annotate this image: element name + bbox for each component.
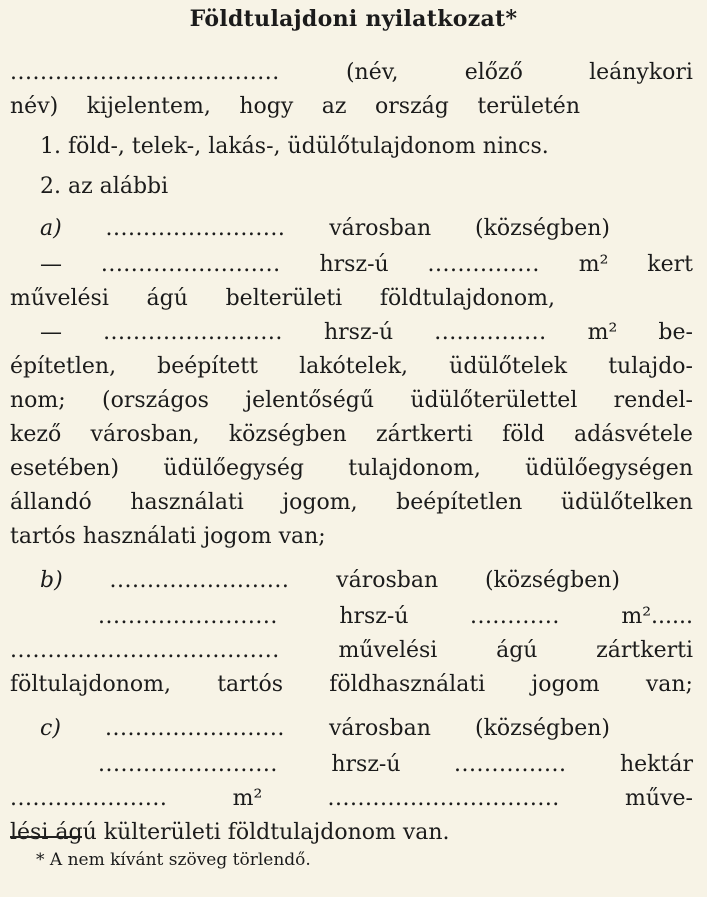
- section-a-line-9: [10, 486, 693, 520]
- word: (községben): [475, 216, 610, 241]
- section-b-line-3: [10, 634, 693, 668]
- word: építetlen,: [10, 354, 117, 379]
- word: városban,: [90, 422, 200, 447]
- word: ágú: [496, 638, 538, 663]
- word: adásvétele: [573, 422, 693, 447]
- word: rendel-: [613, 388, 693, 413]
- hectare-blank: ...............: [454, 752, 567, 777]
- word: művelési: [10, 286, 109, 311]
- section-a-line-7: [10, 418, 693, 452]
- word: községben: [228, 422, 347, 447]
- word: föltulajdonom,: [10, 672, 172, 697]
- section-a-line-8: [10, 452, 693, 486]
- section-b-line-2: [98, 600, 693, 634]
- word: nom;: [10, 388, 66, 413]
- word: előző: [464, 60, 523, 85]
- section-a-line-5: [10, 350, 693, 384]
- section-a-line-2: [40, 248, 693, 282]
- word: üdülőegység: [163, 456, 304, 481]
- word: üdülőtelken: [560, 490, 693, 515]
- lot-number-blank: ........................: [98, 604, 278, 629]
- unit: m²: [578, 252, 609, 277]
- word: név): [10, 94, 59, 119]
- word: városban: [328, 716, 431, 741]
- word: hrsz-ú: [319, 252, 389, 277]
- word: ország: [375, 94, 449, 119]
- area-blank: ...............: [427, 252, 540, 277]
- dash: —: [40, 320, 62, 345]
- word: művelési: [338, 638, 438, 663]
- word: hrsz-ú: [339, 604, 409, 629]
- word: belterületi: [225, 286, 343, 311]
- footnote: * A nem kívánt szöveg törlendő.: [36, 850, 311, 870]
- word: üdülőterülettel: [410, 388, 578, 413]
- word: területén: [477, 94, 580, 119]
- word: (községben): [484, 568, 620, 593]
- word: tartós: [217, 672, 284, 697]
- section-c-line-4: lési ágú külterületi földtulajdonom van.: [10, 820, 450, 845]
- intro-line-1: [10, 56, 693, 90]
- word: használati: [130, 490, 244, 515]
- word: hrsz-ú: [323, 320, 394, 345]
- word: városban: [336, 568, 439, 593]
- word: városban: [329, 216, 432, 241]
- option-1: 1. föld-, telek-, lakás-, üdülőtulajdonom nincs.: [40, 134, 549, 159]
- word: kijelentem,: [86, 94, 211, 119]
- section-a-line-4: [40, 316, 693, 350]
- unit: m²: [232, 786, 263, 811]
- area-blank: ...............: [434, 320, 547, 345]
- word: tulajdo-: [608, 354, 693, 379]
- lot-number-blank: ........................: [100, 252, 281, 277]
- area-blank: ............: [469, 604, 560, 629]
- section-b-line-4: [10, 668, 693, 702]
- word: lakótelek,: [299, 354, 409, 379]
- city-blank: ........................: [105, 716, 285, 741]
- word: üdülőegységen: [525, 456, 693, 481]
- section-a-line-6: [10, 384, 693, 418]
- unit: hektár: [619, 752, 693, 777]
- hectare-value-blank: .....................: [10, 786, 168, 811]
- word: esetében): [10, 456, 120, 481]
- word: zártkerti: [375, 422, 473, 447]
- word: jogom,: [282, 490, 358, 515]
- word: az: [321, 94, 347, 119]
- word: föld: [502, 422, 545, 447]
- section-c-line-1: [40, 712, 610, 746]
- word: hogy: [239, 94, 294, 119]
- word: zártkerti: [596, 638, 693, 663]
- city-blank: ........................: [109, 568, 290, 593]
- document-title: Földtulajdoni nyilatkozat*: [189, 6, 518, 32]
- word: (név,: [345, 60, 399, 85]
- word: földhasználati: [329, 672, 486, 697]
- cultivation-blank: ...............................: [327, 786, 560, 811]
- section-b-line-1: [40, 564, 620, 598]
- word: leánykori: [589, 60, 693, 85]
- unit: m²: [587, 320, 618, 345]
- word: kert: [647, 252, 693, 277]
- city-blank: ........................: [105, 216, 286, 241]
- word: állandó: [10, 490, 92, 515]
- intro-line-2: [10, 90, 580, 124]
- cultivation-blank: ....................................: [10, 638, 280, 663]
- section-b-marker: b): [40, 568, 63, 593]
- section-a-line-10: tartós használati jogom van;: [10, 524, 326, 549]
- dash: —: [40, 252, 62, 277]
- word: be-: [658, 320, 693, 345]
- word: van;: [645, 672, 693, 697]
- name-blank: ....................................: [10, 60, 280, 85]
- word: jelentőségű: [245, 388, 374, 413]
- word: ágú: [146, 286, 188, 311]
- word: földtulajdonom,: [379, 286, 555, 311]
- unit: m²......: [621, 604, 693, 629]
- footnote-rule: [10, 836, 82, 838]
- word: (országos: [102, 388, 209, 413]
- section-a-line-3: [10, 282, 555, 316]
- section-a-marker: a): [40, 216, 62, 241]
- word: jogom: [531, 672, 600, 697]
- lot-number-blank: ........................: [98, 752, 278, 777]
- lot-number-blank: ........................: [103, 320, 283, 345]
- section-c-marker: c): [40, 716, 61, 741]
- option-2: 2. az alábbi: [40, 174, 169, 199]
- word: hrsz-ú: [331, 752, 401, 777]
- word: üdülőtelek: [449, 354, 568, 379]
- word: tulajdonom,: [348, 456, 481, 481]
- word: beépített: [157, 354, 258, 379]
- word: műve-: [625, 786, 693, 811]
- word: beépítetlen: [396, 490, 523, 515]
- word: kező: [10, 422, 62, 447]
- section-a-line-1: [40, 212, 610, 246]
- section-c-line-3: [10, 782, 693, 816]
- section-c-line-2: [98, 748, 693, 782]
- word: (községben): [475, 716, 610, 741]
